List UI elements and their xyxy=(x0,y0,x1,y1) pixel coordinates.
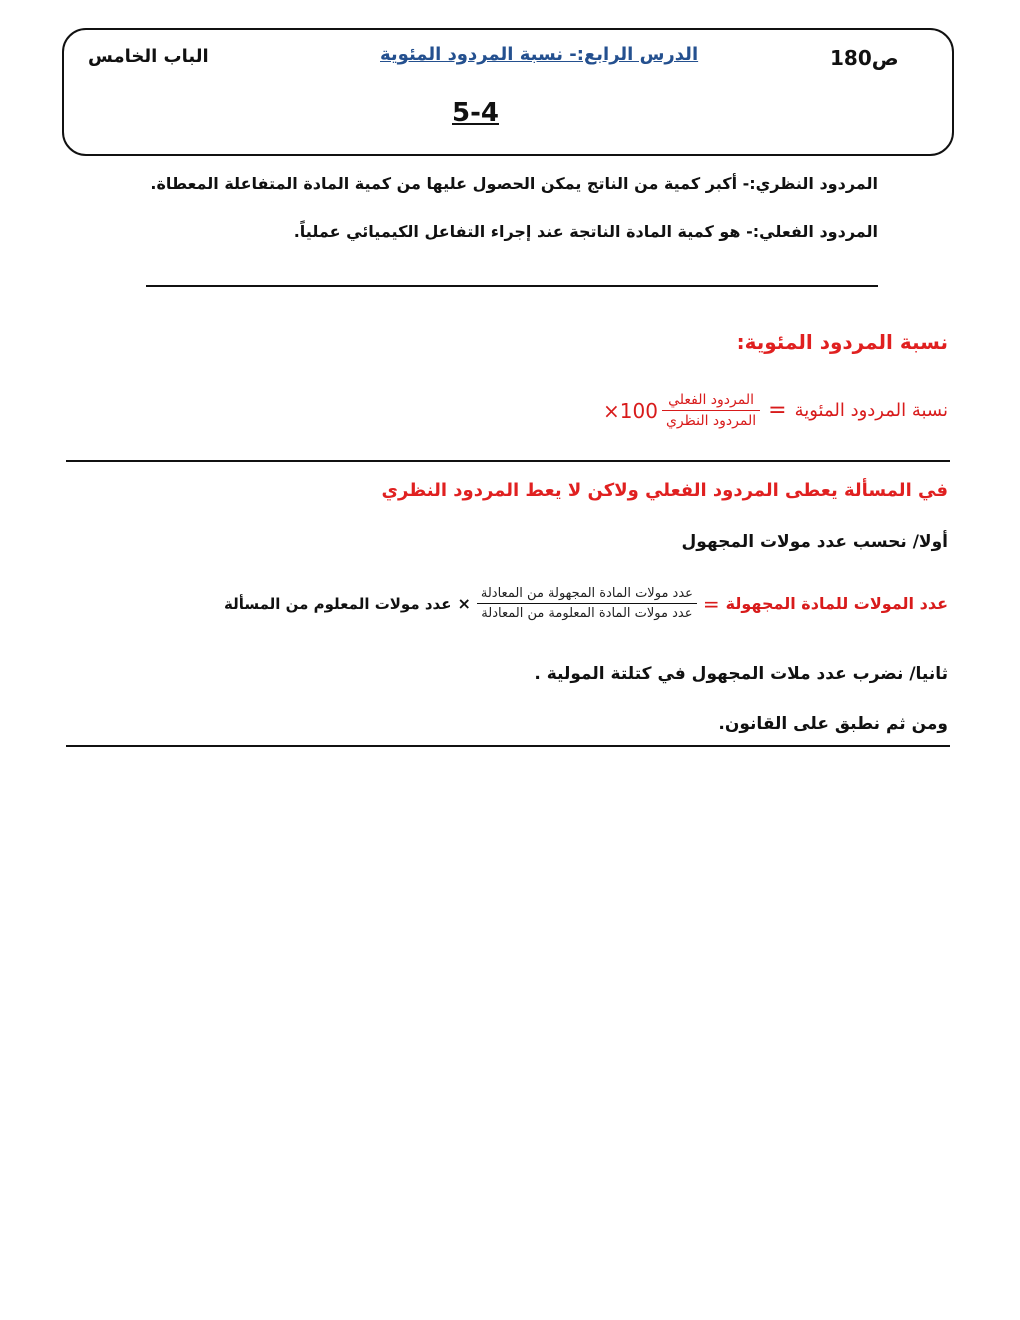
equals-sign: = xyxy=(768,398,787,423)
theoretical-yield-definition: المردود النظري:- أكبر كمية من الناتج يمكن الحصول عليها من كمية المادة المتفاعلة المعطاة. xyxy=(150,174,878,193)
times-sign: × xyxy=(457,594,471,613)
chapter-title: الباب الخامس xyxy=(88,46,209,67)
section-number: 5-4 xyxy=(452,98,499,128)
divider-line xyxy=(66,460,950,462)
known-moles-text: عدد مولات المعلوم من المسألة xyxy=(223,594,452,613)
step-two: ثانيا/ نضرب عدد ملات المجهول في كتلتة المولية . xyxy=(534,664,948,684)
yield-fraction xyxy=(662,392,760,429)
page-number: ص180 xyxy=(830,46,899,70)
actual-yield-definition: المردود الفعلي:- هو كمية المادة الناتجة عند إجراء التفاعل الكيميائي عملياً. xyxy=(293,222,878,241)
fraction-numerator: عدد مولات المادة المجهولة من المعادلة xyxy=(480,586,693,601)
step-three: ومن ثم نطبق على القانون. xyxy=(718,714,948,734)
moles-formula-label: عدد المولات للمادة المجهولة xyxy=(725,594,948,613)
equals-sign: = xyxy=(702,591,720,616)
fraction-denominator: عدد مولات المادة المعلومة من المعادلة xyxy=(481,606,693,621)
lesson-title: الدرس الرابع:- نسبة المردود المئوية xyxy=(380,44,699,65)
fraction-bar xyxy=(662,410,760,411)
multiplier: ×100 xyxy=(603,398,658,423)
formula-label: نسبة المردود المئوية xyxy=(794,400,948,421)
moles-fraction xyxy=(477,586,697,621)
fraction-denominator: المردود النظري xyxy=(665,413,757,429)
percent-yield-formula xyxy=(603,392,948,429)
step-one: أولا/ نحسب عدد مولات المجهول xyxy=(681,532,948,552)
fraction-bar xyxy=(477,603,697,604)
percent-yield-heading: نسبة المردود المئوية: xyxy=(736,330,948,354)
moles-formula xyxy=(224,586,948,621)
fraction-numerator: المردود الفعلي xyxy=(668,392,755,408)
divider-line xyxy=(146,285,878,287)
divider-line xyxy=(66,745,950,747)
problem-heading: في المسألة يعطى المردود الفعلي ولاكن لا يعط المردود النظري xyxy=(381,480,948,501)
